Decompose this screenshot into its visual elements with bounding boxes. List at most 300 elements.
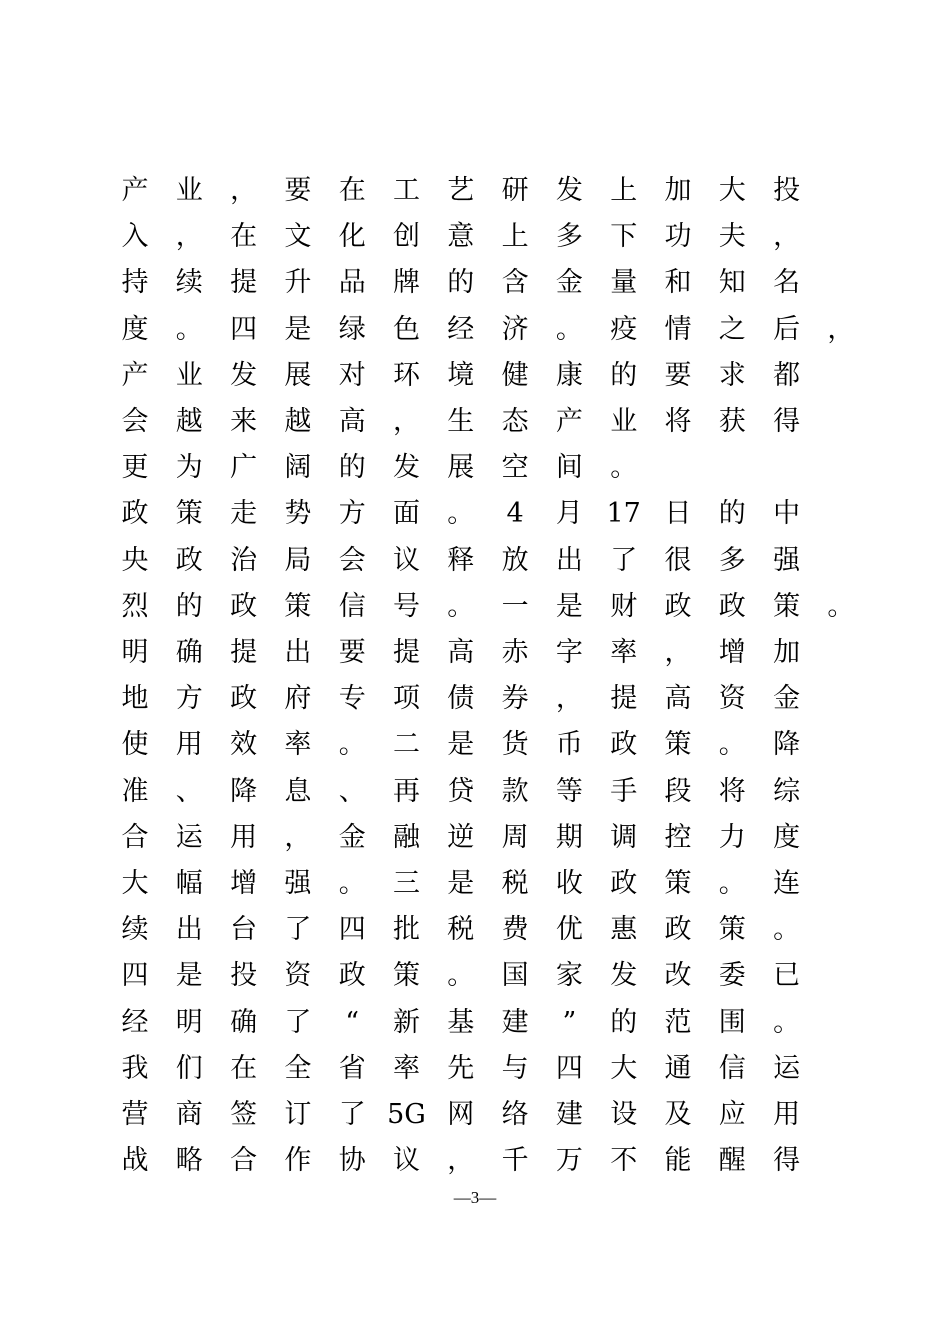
text-char: 们: [175, 1052, 203, 1084]
text-char: 用: [175, 729, 203, 761]
text-char: 牌: [393, 267, 420, 299]
text-char: 连: [773, 868, 801, 899]
text-char: 更: [121, 452, 149, 484]
text-char: 。: [773, 1006, 801, 1038]
text-char: 面: [393, 498, 420, 530]
text-char: 建: [555, 1099, 583, 1130]
text-char: 出: [284, 637, 312, 668]
text-char: 上: [501, 221, 529, 253]
text-char: 发: [230, 359, 258, 391]
text-char: 多: [718, 544, 746, 576]
text-char: 策: [284, 590, 312, 622]
text-char: 了: [284, 914, 312, 946]
text-char: 订: [284, 1099, 312, 1130]
text-line: [108, 861, 858, 907]
text-char: 信: [718, 1052, 746, 1084]
text-char: 的: [610, 1006, 638, 1038]
text-char: 确: [175, 637, 203, 668]
text-line: [108, 815, 858, 861]
text-line: [108, 353, 858, 399]
text-char: 的: [175, 590, 203, 622]
text-char: 逆: [447, 821, 475, 853]
text-char: 投: [230, 960, 258, 992]
text-char: 政: [610, 868, 638, 899]
text-char: ，: [827, 313, 855, 345]
text-char: 大: [121, 868, 149, 899]
text-line: [108, 1046, 858, 1092]
text-char: ，: [555, 683, 583, 715]
text-char: 走: [230, 498, 258, 530]
text-char: 了: [284, 1006, 312, 1038]
text-char: 与: [501, 1052, 529, 1084]
text-char: 是: [284, 313, 312, 345]
text-line: [108, 907, 858, 953]
text-char: 提: [230, 267, 258, 299]
text-char: 策: [664, 868, 692, 899]
text-char: 上: [610, 175, 638, 206]
text-char: 惠: [610, 914, 638, 946]
text-char: 先: [447, 1052, 475, 1084]
text-char: 阔: [284, 452, 312, 484]
text-char: 含: [501, 267, 529, 299]
text-char: 越: [284, 406, 312, 437]
text-char: 略: [175, 1145, 203, 1177]
text-char: 大: [610, 1052, 638, 1084]
text-char: 度: [121, 313, 149, 345]
text-char: 券: [501, 683, 529, 715]
text-char: 及: [664, 1099, 692, 1130]
text-char: 字: [555, 637, 583, 668]
text-char: 贷: [447, 775, 475, 807]
text-char: 醒: [718, 1145, 746, 1177]
text-char: 策: [773, 590, 801, 622]
text-char: 对: [338, 359, 366, 391]
text-char: 要: [284, 175, 312, 206]
text-char: 。: [338, 729, 366, 761]
text-char: 。: [610, 452, 638, 484]
text-char: 基: [447, 1006, 475, 1038]
text-char: 范: [664, 1006, 692, 1038]
text-char: 加: [664, 175, 692, 206]
text-char: 业: [610, 406, 638, 437]
text-char: 周: [501, 821, 529, 853]
text-char: 收: [555, 868, 583, 899]
text-char: 多: [555, 221, 583, 253]
text-char: 治: [230, 544, 258, 576]
text-char: 升: [284, 267, 312, 299]
text-char: 来: [230, 406, 258, 437]
text-char: 度: [773, 821, 801, 853]
text-char: 政: [664, 914, 692, 946]
text-char: 四: [230, 313, 258, 345]
text-char: 委: [718, 960, 746, 992]
text-char: 续: [121, 914, 149, 946]
text-char: 段: [664, 775, 692, 807]
text-line: [108, 630, 858, 676]
text-line: [108, 399, 858, 445]
text-char: 夫: [718, 221, 746, 253]
text-char: 为: [175, 452, 203, 484]
text-char: 出: [175, 914, 203, 946]
text-char: 税: [501, 868, 529, 899]
text-char: 不: [610, 1145, 638, 1177]
text-char: 资: [718, 683, 746, 715]
text-char: 。: [338, 868, 366, 899]
text-line: [108, 769, 858, 815]
text-char: 求: [718, 359, 746, 391]
text-char: 经: [447, 313, 475, 345]
text-char: 业: [175, 359, 203, 391]
text-char: 设: [610, 1099, 638, 1130]
text-char: 金: [338, 821, 366, 853]
text-char: 会: [121, 406, 149, 437]
text-char: 央: [121, 544, 149, 576]
text-char: 之: [718, 313, 746, 345]
text-char: 中: [773, 498, 801, 530]
text-char: 三: [393, 868, 420, 899]
text-char: 绿: [338, 313, 366, 345]
text-char: 赤: [501, 637, 529, 668]
text-char: 文: [284, 221, 312, 253]
text-char: 后: [773, 313, 801, 345]
text-char: 境: [447, 359, 475, 391]
text-char: 幅: [175, 868, 203, 899]
text-line: [108, 307, 858, 353]
text-char: 下: [610, 221, 638, 253]
text-char: 续: [175, 267, 203, 299]
text-char: 国: [501, 960, 529, 992]
text-char: 情: [664, 313, 692, 345]
text-char: 入: [121, 221, 149, 253]
text-char: 项: [393, 683, 420, 715]
text-char: 。: [718, 868, 746, 899]
text-char: 研: [501, 175, 529, 206]
text-char: 间: [555, 452, 583, 484]
text-char: 4: [506, 498, 524, 530]
text-char: 明: [121, 637, 149, 668]
text-char: ，: [393, 406, 420, 437]
text-char: 政: [230, 590, 258, 622]
text-char: 大: [718, 175, 746, 206]
text-char: 通: [664, 1052, 692, 1084]
text-line: [108, 722, 858, 768]
text-char: “: [345, 1006, 360, 1038]
text-char: 增: [718, 637, 746, 668]
text-char: 新: [393, 1006, 420, 1038]
text-char: 高: [664, 683, 692, 715]
text-line: [108, 491, 858, 537]
text-char: 月: [555, 498, 583, 530]
text-char: 。: [175, 313, 203, 345]
text-char: 签: [230, 1099, 258, 1130]
text-char: 名: [773, 267, 801, 299]
text-char: 再: [393, 775, 420, 807]
text-char: 二: [393, 729, 420, 761]
text-char: 在: [230, 1052, 258, 1084]
text-char: 政: [338, 960, 366, 992]
text-char: 5G: [387, 1099, 426, 1130]
text-char: 批: [393, 914, 420, 946]
text-char: 功: [664, 221, 692, 253]
text-char: 。: [447, 960, 475, 992]
text-char: 战: [121, 1145, 149, 1177]
text-char: 政: [610, 729, 638, 761]
text-char: 烈: [121, 590, 149, 622]
text-char: 作: [284, 1145, 312, 1177]
text-char: 放: [501, 544, 529, 576]
text-char: 的: [447, 267, 475, 299]
text-char: 使: [121, 729, 149, 761]
text-char: 。: [827, 590, 855, 622]
text-char: 势: [284, 498, 312, 530]
text-char: 政: [664, 590, 692, 622]
text-char: 省: [338, 1052, 366, 1084]
text-char: 准: [121, 775, 149, 807]
text-char: 是: [175, 960, 203, 992]
text-char: 。: [447, 498, 475, 530]
text-char: 展: [447, 452, 475, 484]
text-char: 明: [175, 1006, 203, 1038]
text-char: 率: [610, 637, 638, 668]
text-char: 能: [664, 1145, 692, 1177]
text-char: 、: [175, 775, 203, 807]
text-line: [108, 1000, 858, 1046]
text-char: 议: [393, 544, 420, 576]
text-char: 号: [393, 590, 420, 622]
text-char: 商: [175, 1099, 203, 1130]
text-char: 在: [338, 175, 366, 206]
text-char: 将: [664, 406, 692, 437]
text-char: 疫: [610, 313, 638, 345]
text-char: 费: [501, 914, 529, 946]
text-line: [108, 538, 858, 584]
text-char: 用: [230, 821, 258, 853]
text-char: 高: [338, 406, 366, 437]
text-char: 府: [284, 683, 312, 715]
text-char: 。: [718, 729, 746, 761]
text-char: 业: [175, 175, 203, 206]
text-char: 手: [610, 775, 638, 807]
text-char: 强: [284, 868, 312, 899]
text-char: 网: [447, 1099, 475, 1130]
text-line: [108, 445, 858, 491]
text-char: ，: [284, 821, 312, 853]
text-char: 了: [338, 1099, 366, 1130]
text-char: 是: [555, 590, 583, 622]
text-char: 方: [338, 498, 366, 530]
text-char: 建: [501, 1006, 529, 1038]
text-char: 率: [393, 1052, 420, 1084]
text-char: 四: [338, 914, 366, 946]
text-char: 我: [121, 1052, 149, 1084]
text-char: 越: [175, 406, 203, 437]
text-char: 17: [606, 498, 641, 530]
text-char: 已: [773, 960, 801, 992]
text-char: 都: [773, 359, 801, 391]
text-char: 、: [338, 775, 366, 807]
text-char: 出: [555, 544, 583, 576]
text-char: 得: [773, 406, 801, 437]
text-char: 持: [121, 267, 149, 299]
text-char: 围: [718, 1006, 746, 1038]
text-char: 政: [175, 544, 203, 576]
text-char: 发: [610, 960, 638, 992]
text-char: 济: [501, 313, 529, 345]
text-char: 发: [393, 452, 420, 484]
text-char: 和: [664, 267, 692, 299]
text-char: 优: [555, 914, 583, 946]
text-line: [108, 260, 858, 306]
text-char: 融: [393, 821, 420, 853]
text-char: ，: [447, 1145, 475, 1177]
text-char: 运: [773, 1052, 801, 1084]
text-char: 策: [664, 729, 692, 761]
text-char: 一: [501, 590, 529, 622]
text-char: 千: [501, 1145, 529, 1177]
text-char: 用: [773, 1099, 801, 1130]
text-char: ，: [664, 637, 692, 668]
text-char: 息: [284, 775, 312, 807]
text-char: 提: [393, 637, 420, 668]
text-char: 空: [501, 452, 529, 484]
text-char: 金: [555, 267, 583, 299]
text-char: 策: [175, 498, 203, 530]
text-char: 专: [338, 683, 366, 715]
text-char: 确: [230, 1006, 258, 1038]
text-char: 康: [555, 359, 583, 391]
text-char: 提: [610, 683, 638, 715]
text-char: 很: [664, 544, 692, 576]
text-char: 产: [121, 175, 149, 206]
text-char: 是: [447, 729, 475, 761]
text-char: 货: [501, 729, 529, 761]
text-line: [108, 1138, 858, 1184]
text-char: 合: [121, 821, 149, 853]
text-char: 全: [284, 1052, 312, 1084]
text-char: 会: [338, 544, 366, 576]
text-char: 控: [664, 821, 692, 853]
text-char: 万: [555, 1145, 583, 1177]
text-char: 效: [230, 729, 258, 761]
text-char: 产: [121, 359, 149, 391]
text-char: 加: [773, 637, 801, 668]
text-char: 发: [555, 175, 583, 206]
text-char: ”: [562, 1006, 577, 1038]
text-char: 量: [610, 267, 638, 299]
text-char: 知: [718, 267, 746, 299]
text-char: 运: [175, 821, 203, 853]
text-char: 协: [338, 1145, 366, 1177]
text-char: 等: [555, 775, 583, 807]
text-char: 要: [664, 359, 692, 391]
text-line: [108, 676, 858, 722]
text-char: 策: [718, 914, 746, 946]
text-char: 方: [175, 683, 203, 715]
text-char: 款: [501, 775, 529, 807]
text-char: 提: [230, 637, 258, 668]
text-char: 环: [393, 359, 420, 391]
text-char: 率: [284, 729, 312, 761]
text-char: 应: [718, 1099, 746, 1130]
text-char: 化: [338, 221, 366, 253]
text-char: 币: [555, 729, 583, 761]
text-char: 家: [555, 960, 583, 992]
text-char: 力: [718, 821, 746, 853]
text-char: 。: [447, 590, 475, 622]
text-char: 政: [121, 498, 149, 530]
text-char: ，: [773, 221, 801, 253]
text-char: 资: [284, 960, 312, 992]
text-char: 广: [230, 452, 258, 484]
text-char: 态: [501, 406, 529, 437]
text-char: 降: [230, 775, 258, 807]
text-char: 合: [230, 1145, 258, 1177]
text-char: 艺: [447, 175, 475, 206]
text-char: 要: [338, 637, 366, 668]
text-char: 展: [284, 359, 312, 391]
text-char: 改: [664, 960, 692, 992]
text-char: 色: [393, 313, 420, 345]
text-char: 的: [338, 452, 366, 484]
text-line: [108, 953, 858, 999]
text-char: 的: [610, 359, 638, 391]
text-char: 的: [718, 498, 746, 530]
text-char: 品: [338, 267, 366, 299]
text-line: [108, 168, 858, 214]
text-char: 地: [121, 683, 149, 715]
text-char: 信: [338, 590, 366, 622]
text-char: 降: [773, 729, 801, 761]
text-char: 释: [447, 544, 475, 576]
text-char: 是: [447, 868, 475, 899]
text-char: 债: [447, 683, 475, 715]
text-line: [108, 1092, 858, 1138]
text-char: 得: [773, 1145, 801, 1177]
text-char: 增: [230, 868, 258, 899]
text-char: 策: [393, 960, 420, 992]
text-char: 政: [718, 590, 746, 622]
text-char: 高: [447, 637, 475, 668]
text-char: 综: [773, 775, 801, 807]
text-char: 络: [501, 1099, 529, 1130]
text-char: 了: [610, 544, 638, 576]
text-char: 期: [555, 821, 583, 853]
text-char: 生: [447, 406, 475, 437]
text-char: 政: [230, 683, 258, 715]
text-char: 工: [393, 175, 420, 206]
text-char: 金: [773, 683, 801, 715]
text-char: 创: [393, 221, 420, 253]
text-char: 四: [121, 960, 149, 992]
text-char: 调: [610, 821, 638, 853]
page-number: —3—: [453, 1188, 497, 1207]
text-char: 获: [718, 406, 746, 437]
text-char: 税: [447, 914, 475, 946]
text-char: 投: [773, 175, 801, 206]
text-char: 财: [610, 590, 638, 622]
text-char: 台: [230, 914, 258, 946]
text-char: ，: [175, 221, 203, 253]
text-char: 。: [555, 313, 583, 345]
text-char: 日: [664, 498, 692, 530]
text-char: 四: [555, 1052, 583, 1084]
text-char: 经: [121, 1006, 149, 1038]
text-char: 强: [773, 544, 801, 576]
text-char: 健: [501, 359, 529, 391]
text-char: 局: [284, 544, 312, 576]
text-char: 意: [447, 221, 475, 253]
text-line: [108, 214, 858, 260]
